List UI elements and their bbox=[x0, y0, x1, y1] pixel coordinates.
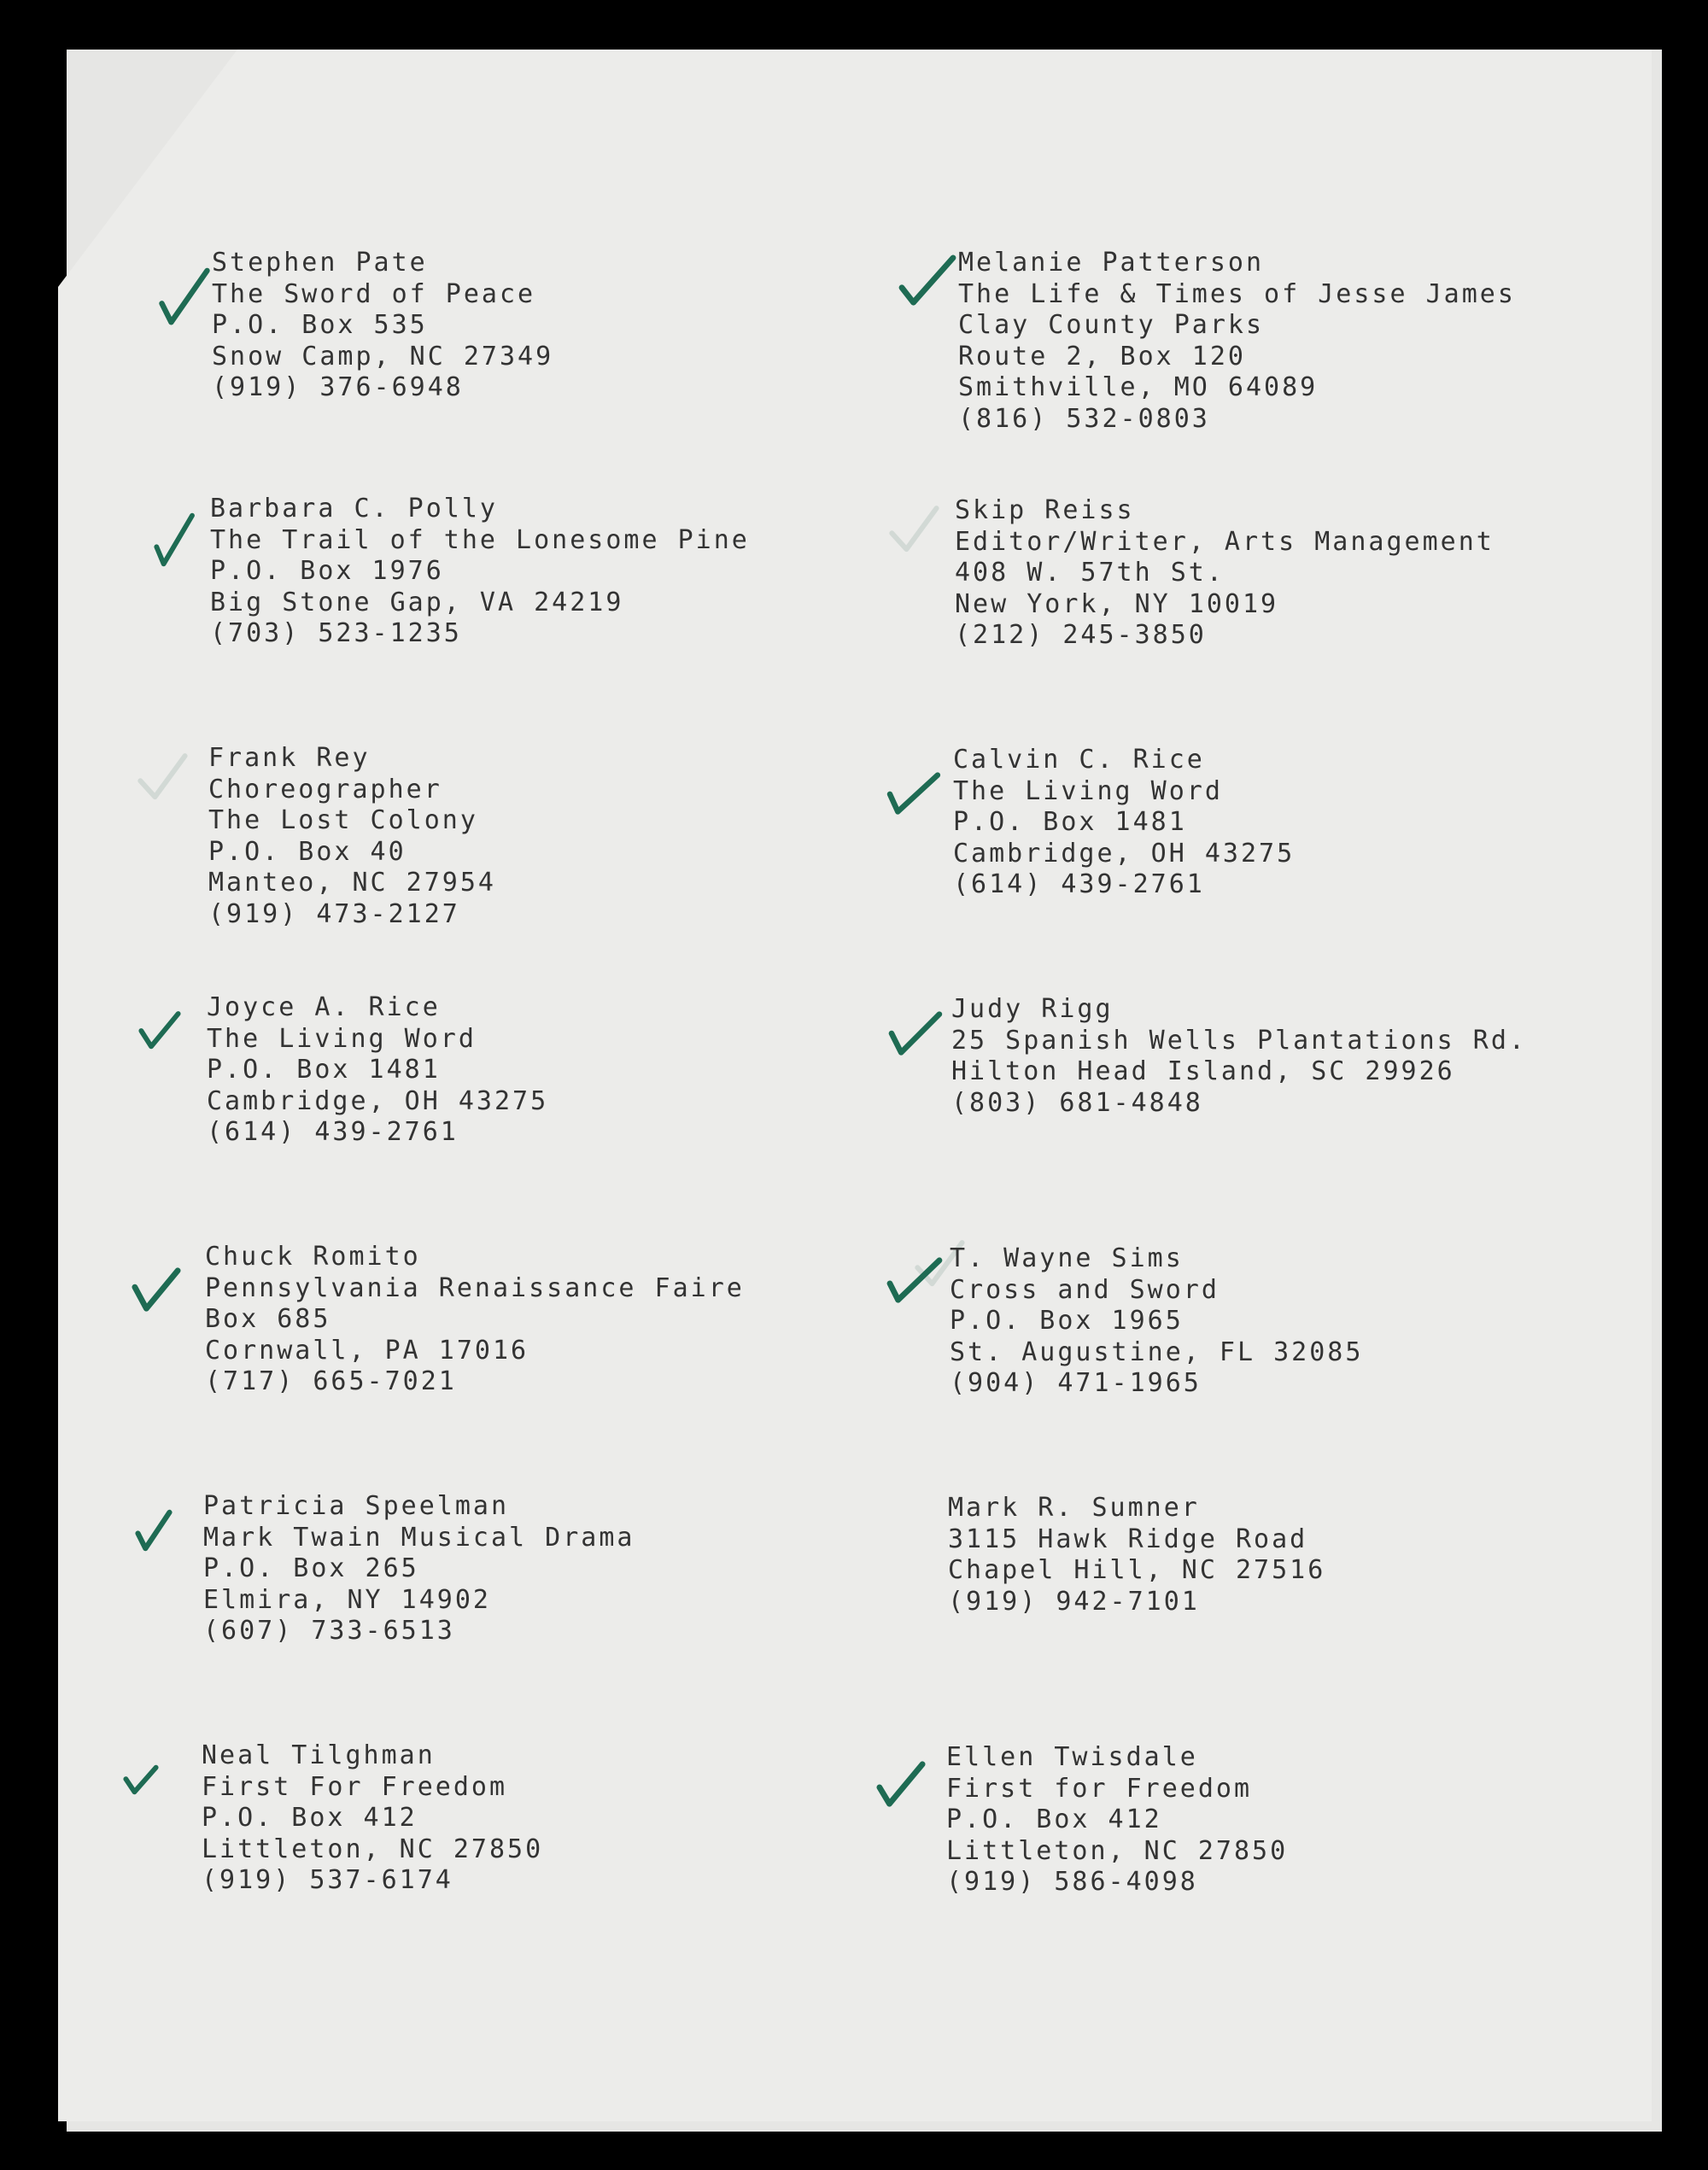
contact-name: Melanie Patterson bbox=[958, 248, 1265, 278]
contact-entry bbox=[958, 248, 1641, 435]
contact-line: First for Freedom bbox=[946, 1773, 1253, 1804]
contact-name: Judy Rigg bbox=[951, 994, 1114, 1024]
contact-line: P.O. Box 412 bbox=[202, 1803, 418, 1833]
contact-line: Cambridge, OH 43275 bbox=[953, 838, 1296, 869]
contact-phone: (919) 537-6174 bbox=[202, 1865, 453, 1895]
contact-name: Mark R. Sumner bbox=[948, 1493, 1200, 1523]
contact-phone: (803) 681-4848 bbox=[951, 1087, 1203, 1118]
contact-line: Smithville, MO 64089 bbox=[958, 372, 1319, 402]
contact-entry bbox=[208, 743, 874, 930]
contact-line: Choreographer bbox=[208, 774, 442, 804]
check-mark-icon bbox=[132, 1266, 181, 1315]
contact-phone: (919) 942-7101 bbox=[948, 1586, 1200, 1617]
check-mark-icon bbox=[885, 770, 941, 816]
contact-line: Box 685 bbox=[205, 1304, 331, 1334]
contact-name: Barbara C. Polly bbox=[210, 494, 498, 523]
contact-line: Elmira, NY 14902 bbox=[203, 1584, 491, 1615]
contact-line: The Lost Colony bbox=[208, 805, 478, 835]
contact-entry bbox=[950, 1243, 1633, 1400]
contact-entry bbox=[203, 1491, 869, 1647]
contact-line: Route 2, Box 120 bbox=[958, 341, 1246, 371]
contact-phone: (919) 586-4098 bbox=[946, 1867, 1198, 1897]
contact-line: P.O. Box 412 bbox=[946, 1804, 1162, 1834]
check-mark-icon bbox=[157, 265, 212, 330]
check-mark-icon bbox=[135, 1506, 173, 1554]
contact-name: Stephen Pate bbox=[212, 248, 428, 278]
contact-line: Hilton Head Island, SC 29926 bbox=[951, 1056, 1455, 1086]
contact-line: Cross and Sword bbox=[950, 1274, 1220, 1305]
contact-phone: (919) 473-2127 bbox=[208, 898, 460, 929]
contact-line: Cornwall, PA 17016 bbox=[205, 1335, 529, 1366]
contact-line: 25 Spanish Wells Plantations Rd. bbox=[951, 1025, 1527, 1056]
check-mark-icon bbox=[886, 1009, 943, 1057]
faint-check-icon bbox=[137, 752, 188, 803]
contact-line: P.O. Box 265 bbox=[203, 1553, 419, 1583]
contact-entry bbox=[210, 494, 876, 650]
contact-name: Neal Tilghman bbox=[202, 1740, 436, 1770]
contact-line: Littleton, NC 27850 bbox=[946, 1835, 1289, 1866]
contact-phone: (717) 665-7021 bbox=[205, 1366, 457, 1396]
contact-line: The Life & Times of Jesse James bbox=[958, 278, 1516, 309]
contact-entry bbox=[207, 992, 873, 1149]
contact-line: P.O. Box 40 bbox=[208, 836, 407, 867]
contact-line: Pennsylvania Renaissance Faire bbox=[205, 1272, 745, 1303]
contact-phone: (816) 532-0803 bbox=[958, 403, 1210, 434]
contact-phone: (614) 439-2761 bbox=[953, 869, 1205, 899]
contact-line: Clay County Parks bbox=[958, 310, 1265, 340]
contact-phone: (614) 439-2761 bbox=[207, 1117, 459, 1147]
contact-entry bbox=[948, 1493, 1631, 1617]
check-mark-icon bbox=[876, 1759, 926, 1809]
contact-line: The Living Word bbox=[207, 1023, 477, 1054]
contact-line: Littleton, NC 27850 bbox=[202, 1834, 544, 1864]
check-mark-icon bbox=[885, 1255, 943, 1305]
check-mark-icon bbox=[154, 511, 196, 569]
contact-name: Joyce A. Rice bbox=[207, 992, 441, 1022]
contact-line: P.O. Box 1481 bbox=[953, 807, 1187, 837]
contact-line: 3115 Hawk Ridge Road bbox=[948, 1524, 1308, 1554]
contact-name: Ellen Twisdale bbox=[946, 1742, 1198, 1772]
contact-line: New York, NY 10019 bbox=[955, 588, 1279, 619]
contact-name: Chuck Romito bbox=[205, 1242, 421, 1272]
contact-entry bbox=[205, 1242, 871, 1398]
contact-line: The Trail of the Lonesome Pine bbox=[210, 524, 750, 555]
contact-name: Patricia Speelman bbox=[203, 1491, 510, 1521]
contact-entry bbox=[951, 994, 1652, 1119]
contact-phone: (919) 376-6948 bbox=[212, 372, 464, 402]
contact-name: Calvin C. Rice bbox=[953, 745, 1205, 775]
contact-line: 408 W. 57th St. bbox=[955, 558, 1225, 588]
contact-line: P.O. Box 535 bbox=[212, 310, 428, 340]
check-mark-icon bbox=[898, 254, 956, 307]
check-mark-icon bbox=[138, 1009, 181, 1052]
contact-name: T. Wayne Sims bbox=[950, 1243, 1184, 1273]
contact-name: Skip Reiss bbox=[955, 495, 1135, 525]
faint-check-icon bbox=[888, 504, 939, 555]
contact-name: Frank Rey bbox=[208, 743, 371, 773]
contact-line: Manteo, NC 27954 bbox=[208, 868, 496, 898]
contact-entry bbox=[946, 1742, 1629, 1898]
contact-line: Editor/Writer, Arts Management bbox=[955, 526, 1494, 557]
check-mark-icon bbox=[123, 1763, 159, 1797]
contact-line: Mark Twain Musical Drama bbox=[203, 1522, 635, 1553]
contact-line: The Sword of Peace bbox=[212, 278, 536, 309]
contact-line: P.O. Box 1976 bbox=[210, 556, 444, 586]
contact-entry bbox=[212, 248, 878, 404]
contact-phone: (607) 733-6513 bbox=[203, 1616, 455, 1646]
contact-line: St. Augustine, FL 32085 bbox=[950, 1337, 1364, 1367]
contact-line: P.O. Box 1481 bbox=[207, 1055, 441, 1085]
contact-line: The Living Word bbox=[953, 775, 1223, 806]
contact-entry bbox=[953, 745, 1636, 901]
contact-phone: (703) 523-1235 bbox=[210, 618, 462, 648]
contact-line: First For Freedom bbox=[202, 1771, 508, 1802]
contact-line: Cambridge, OH 43275 bbox=[207, 1085, 549, 1116]
contact-phone: (212) 245-3850 bbox=[955, 620, 1207, 650]
contact-entry bbox=[202, 1740, 868, 1897]
contact-phone: (904) 471-1965 bbox=[950, 1368, 1202, 1398]
contact-line: P.O. Box 1965 bbox=[950, 1306, 1184, 1336]
contact-line: Big Stone Gap, VA 24219 bbox=[210, 587, 624, 617]
contact-entry bbox=[955, 495, 1638, 652]
contact-line: Chapel Hill, NC 27516 bbox=[948, 1555, 1326, 1585]
contact-line: Snow Camp, NC 27349 bbox=[212, 341, 554, 371]
